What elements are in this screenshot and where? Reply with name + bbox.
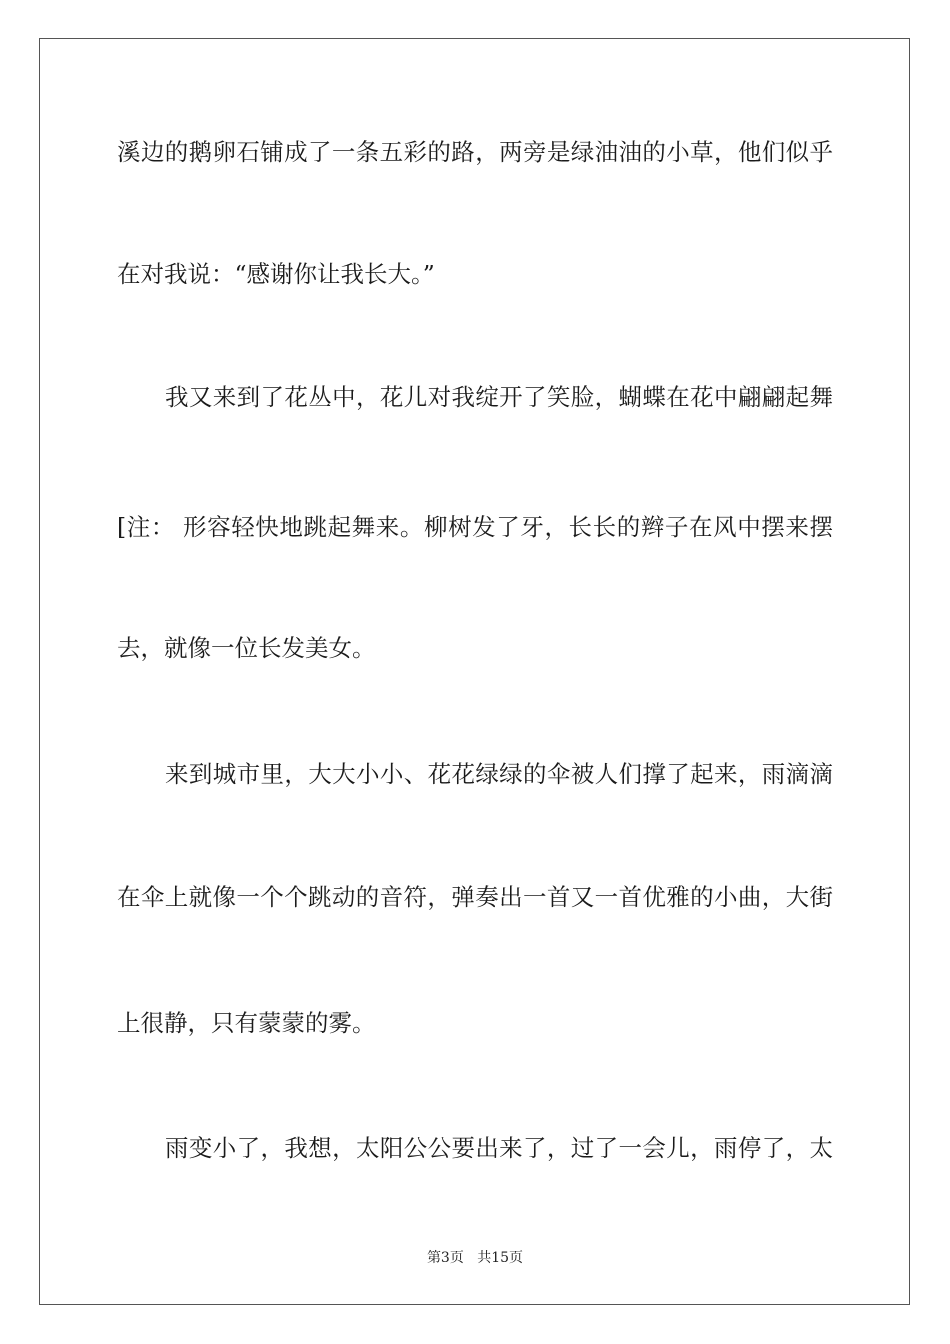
page-number: 第3页 [426, 1250, 464, 1266]
text-line: 在对我说：“感谢你让我长大。” [117, 260, 435, 288]
text-line: 来到城市里，大大小小、花花绿绿的伞被人们撑了起来，雨滴滴 [165, 760, 833, 788]
page-footer [0, 1247, 950, 1267]
text-line: 在伞上就像一个个跳动的音符，弹奏出一首又一首优雅的小曲，大街 [117, 883, 833, 911]
text-line: 上很静，只有蒙蒙的雾。 [117, 1009, 376, 1037]
text-line: 我又来到了花丛中，花儿对我绽开了笑脸，蝴蝶在花中翩翩起舞 [165, 383, 833, 411]
text-line: 溪边的鹅卵石铺成了一条五彩的路，两旁是绿油油的小草，他们似乎 [117, 138, 833, 166]
page-total: 共15页 [477, 1250, 524, 1266]
text-line: 雨变小了，我想，太阳公公要出来了，过了一会儿，雨停了，太 [165, 1134, 833, 1162]
text-line: 去，就像一位长发美女。 [117, 634, 376, 662]
text-line: [注： 形容轻快地跳起舞来。柳树发了牙，长长的辫子在风中摆来摆 [117, 513, 833, 541]
page-frame [39, 38, 910, 1305]
